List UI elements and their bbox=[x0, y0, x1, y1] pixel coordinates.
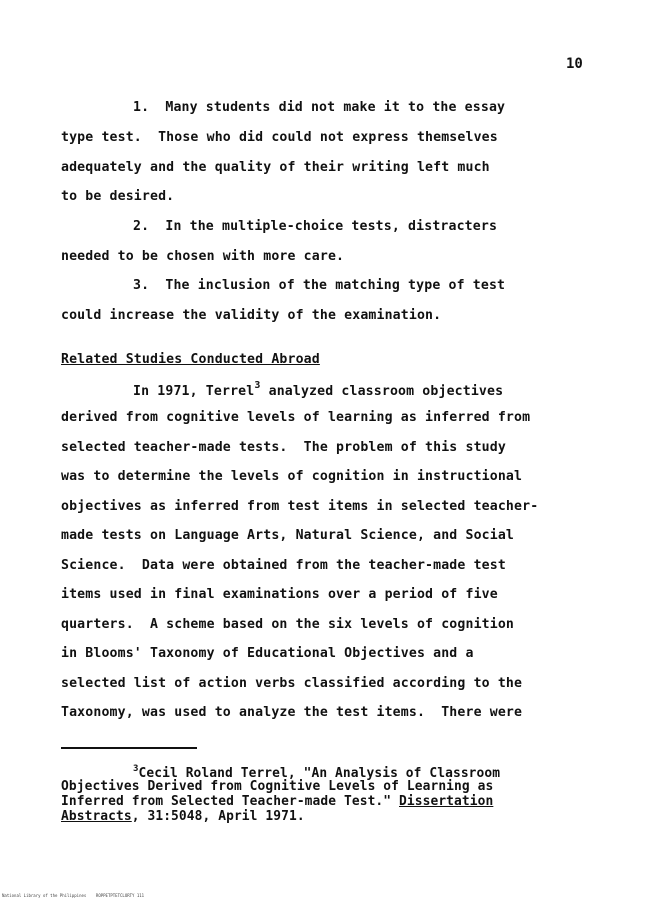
text-line: 1. Many students did not make it to the essay bbox=[133, 100, 506, 115]
footnote-line bbox=[61, 809, 305, 824]
page-number: 10 bbox=[566, 56, 583, 72]
text-line: made tests on Language Arts, Natural Science, and Social bbox=[61, 528, 515, 543]
text-line: in Blooms' Taxonomy of Educational Objectives and a bbox=[61, 646, 474, 661]
text-line: 3. The inclusion of the matching type of test bbox=[133, 278, 506, 293]
text-line: type test. Those who did could not express themselves bbox=[61, 130, 498, 145]
footnote-divider bbox=[61, 747, 197, 749]
text-span: In 1971, Terrel bbox=[133, 384, 255, 399]
text-line: needed to be chosen with more care. bbox=[61, 249, 345, 264]
text-line: was to determine the levels of cognition in instructional bbox=[61, 469, 523, 484]
text-line: items used in final examinations over a period of five bbox=[61, 587, 498, 602]
text-line: adequately and the quality of their writing left much bbox=[61, 160, 490, 175]
section-heading: Related Studies Conducted Abroad bbox=[61, 352, 320, 367]
footnote-ref: 3 bbox=[254, 380, 261, 391]
text-line: Taxonomy, was used to analyze the test items. There were bbox=[61, 705, 523, 720]
text-line: Science. Data were obtained from the teacher-made test bbox=[61, 558, 506, 573]
text-line: objectives as inferred from test items in selected teacher- bbox=[61, 499, 539, 514]
footnote-line: Objectives Derived from Cognitive Levels of Learning as bbox=[61, 779, 494, 794]
text-line: selected list of action verbs classified according to the bbox=[61, 676, 523, 691]
journal-title: Dissertation bbox=[399, 794, 494, 809]
text-line: selected teacher-made tests. The problem of this study bbox=[61, 440, 506, 455]
text-span: Inferred from Selected Teacher-made Test." bbox=[61, 794, 400, 809]
text-span: , 31:5048, April 1971. bbox=[131, 809, 305, 824]
text-line: 2. In the multiple-choice tests, distracters bbox=[133, 219, 498, 234]
scan-watermark: National Library of the Philippines ROPPETPTETCLORTY 111 bbox=[2, 893, 145, 898]
text-line: could increase the validity of the examination. bbox=[61, 308, 442, 323]
text-span: analyzed classroom objectives bbox=[260, 384, 504, 399]
text-line: derived from cognitive levels of learning as inferred from bbox=[61, 410, 531, 425]
text-line: quarters. A scheme based on the six levels of cognition bbox=[61, 617, 515, 632]
footnote-line bbox=[61, 794, 493, 809]
footnote-marker: 3 bbox=[133, 764, 139, 774]
text-span: Cecil Roland Terrel, "An Analysis of Classroom bbox=[138, 766, 501, 781]
text-line bbox=[133, 380, 503, 399]
text-line: to be desired. bbox=[61, 189, 175, 204]
journal-title: Abstracts bbox=[61, 809, 132, 824]
